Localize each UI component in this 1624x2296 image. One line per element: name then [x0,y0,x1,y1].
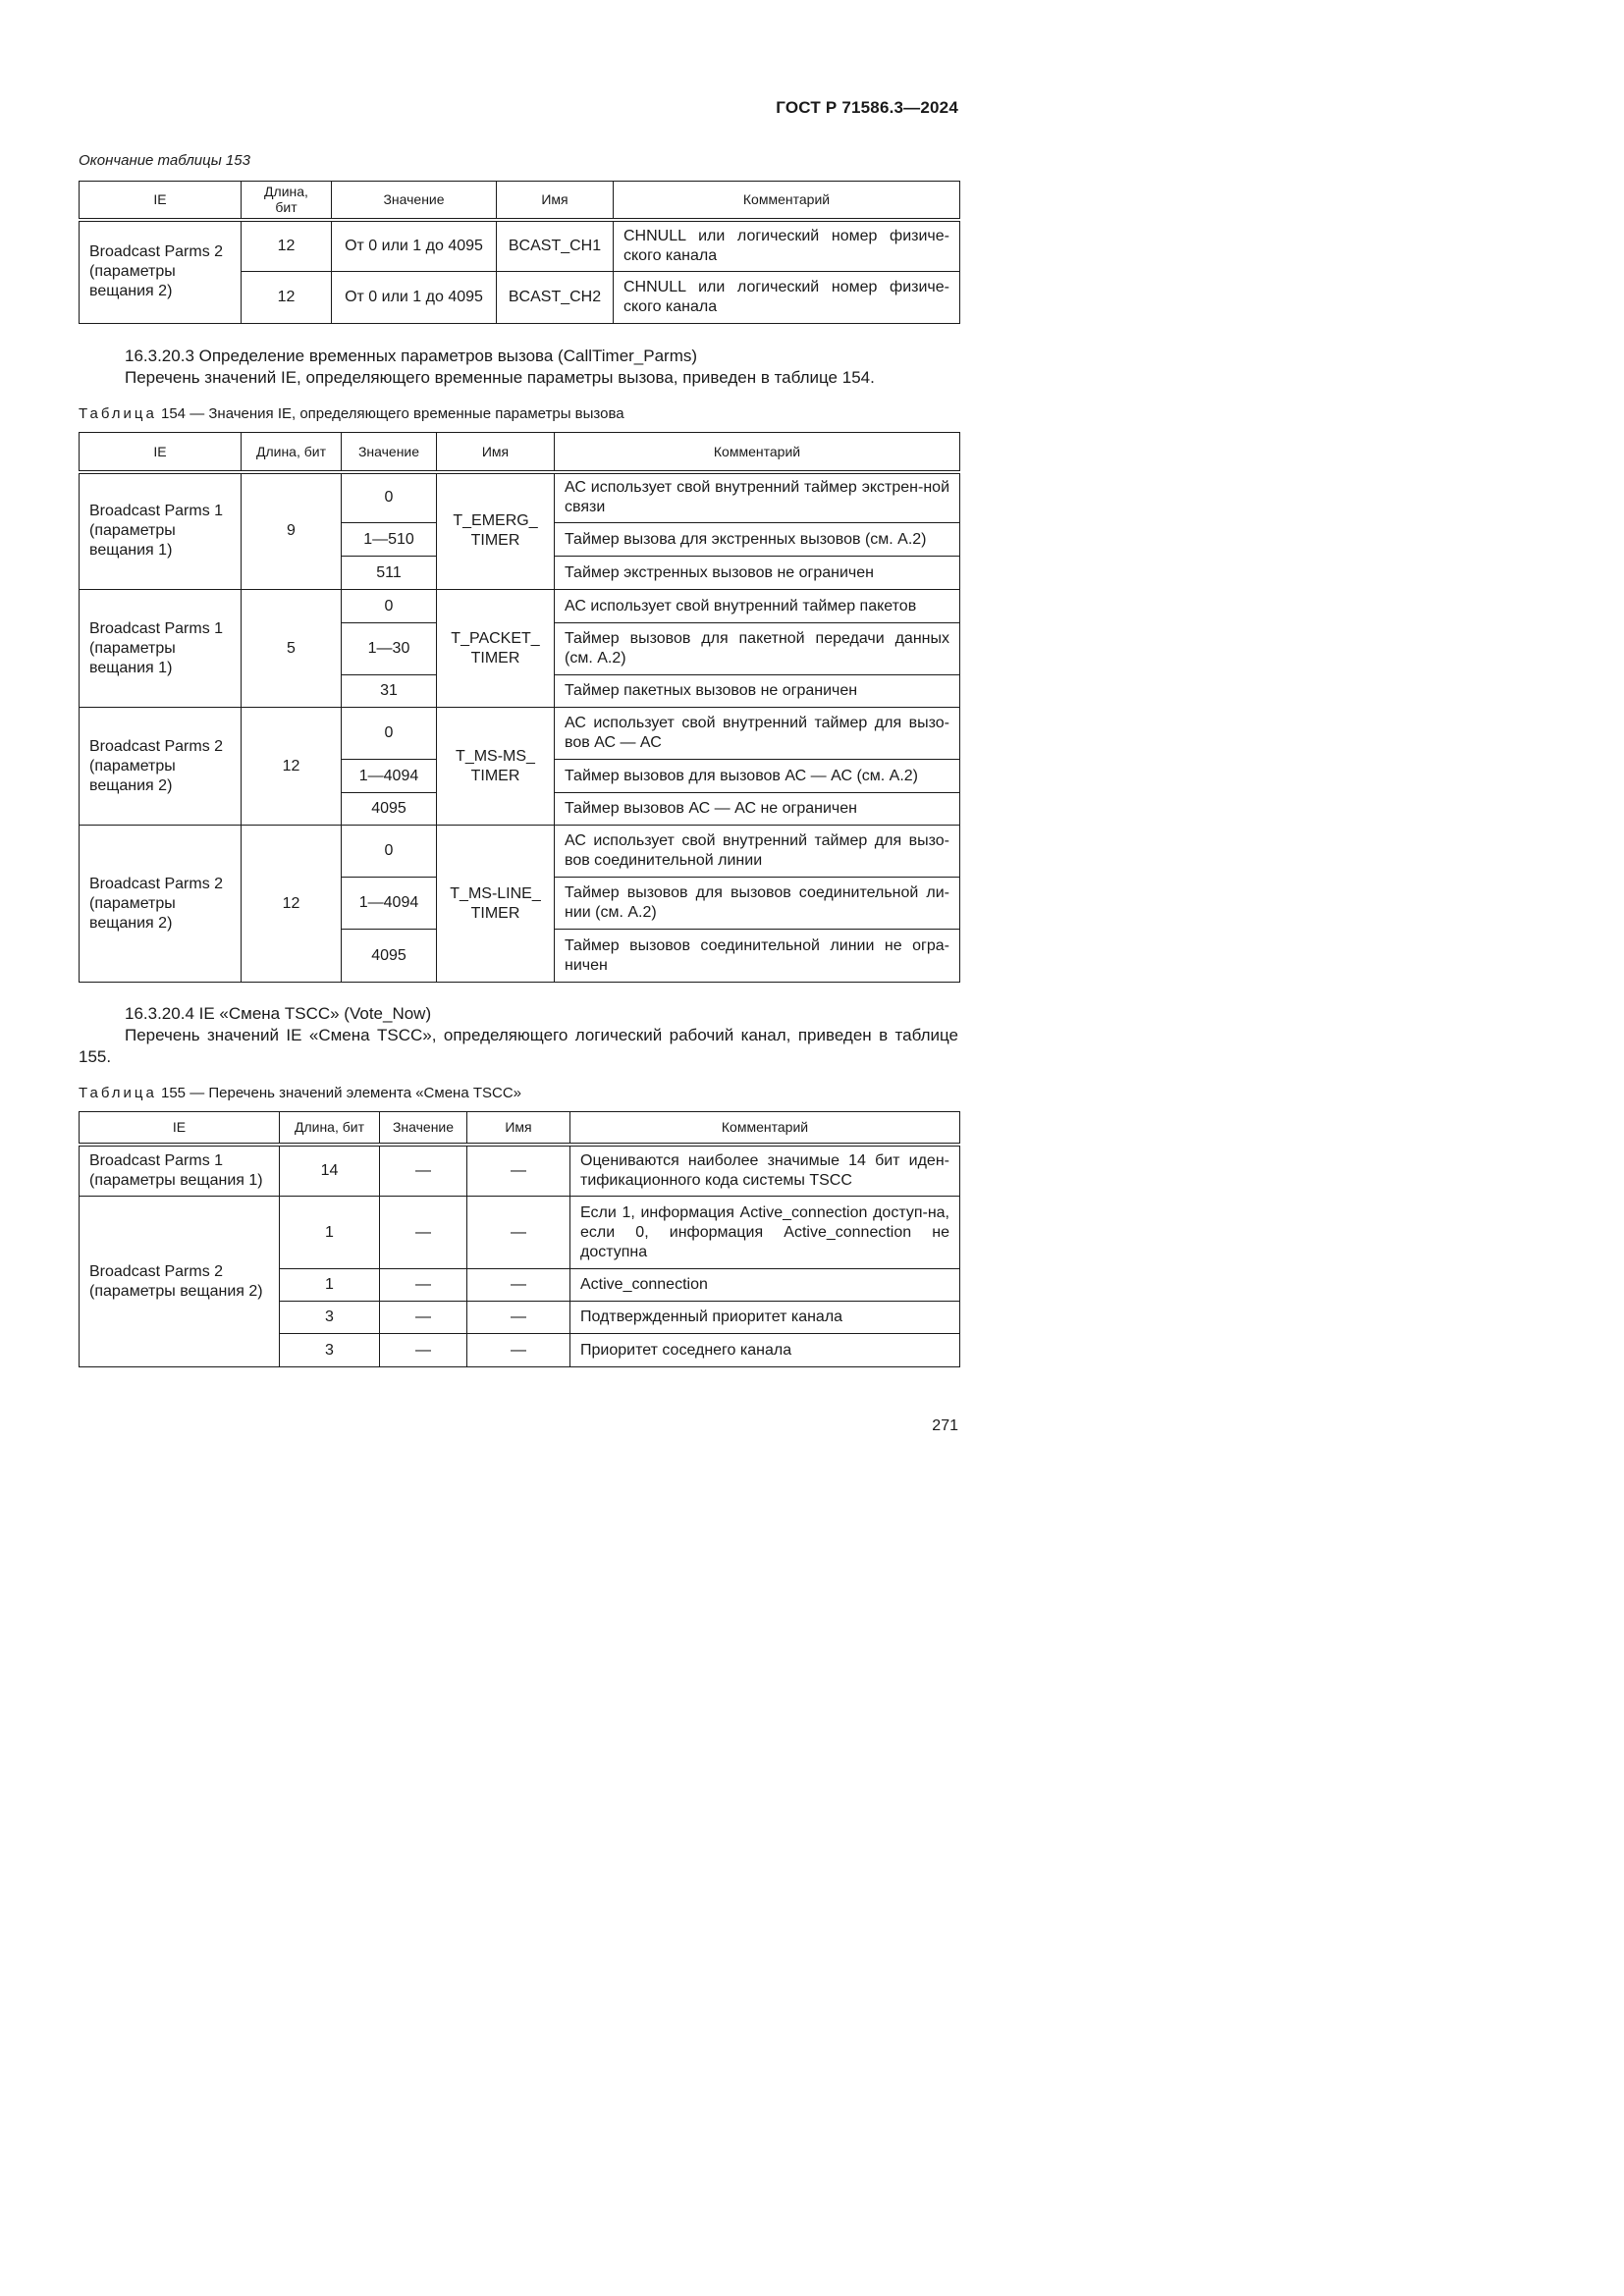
table-row [80,220,960,272]
value-cell: 4095 [342,930,437,983]
value-cell: 0 [342,708,437,760]
comment-cell: АС использует свой внутренний таймер пакетов [555,590,960,623]
caption-text: 155 — Перечень значений элемента «Смена TSCC» [161,1085,522,1101]
length-cell: 1 [280,1197,380,1269]
name-cell: — [467,1334,570,1367]
section-16-3-20-3 [79,346,958,389]
section-heading: 16.3.20.3 Определение временных параметров вызова (CallTimer_Parms) [125,347,698,365]
column-header: Значение [332,182,497,220]
column-header: Длина, бит [242,433,342,472]
table-155-caption [79,1085,521,1101]
length-cell: 1 [280,1269,380,1302]
value-cell: 1—4094 [342,878,437,930]
section-heading: 16.3.20.4 IE «Смена TSCC» (Vote_Now) [125,1004,432,1023]
column-header: IE [80,1112,280,1145]
table-row [80,1145,960,1197]
column-header: Имя [467,1112,570,1145]
comment-cell: Подтвержденный приоритет канала [570,1302,960,1334]
value-cell: 1—510 [342,523,437,557]
page-number: 271 [932,1417,958,1434]
section-text: Перечень значений IE, определяющего временные параметры вызова, приведен в таблице 154. [125,368,875,387]
value-cell: 4095 [342,793,437,826]
length-cell: 12 [242,826,342,983]
comment-cell: Приоритет соседнего канала [570,1334,960,1367]
table-row [80,826,960,878]
ie-cell: Broadcast Parms 2 (параметры вещания 2) [80,1197,280,1367]
caption-label: Таблица [79,405,157,422]
table-row [80,708,960,760]
comment-cell: Таймер вызовов соединительной линии не огра-ничен [555,930,960,983]
length-cell: 12 [242,272,332,324]
column-header: Комментарий [614,182,960,220]
table-153 [79,181,960,324]
value-cell: 0 [342,590,437,623]
name-cell: — [467,1302,570,1334]
caption-label: Таблица [79,1085,157,1101]
comment-cell: АС использует свой внутренний таймер для вызо-вов соединительной линии [555,826,960,878]
length-cell: 3 [280,1302,380,1334]
column-header: IE [80,182,242,220]
comment-cell: Таймер вызова для экстренных вызовов (см. А.2) [555,523,960,557]
column-header: Имя [437,433,555,472]
length-cell: 12 [242,220,332,272]
value-cell: — [380,1269,467,1302]
comment-cell: Active_connection [570,1269,960,1302]
name-cell: T_MS-LINE_ TIMER [437,826,555,983]
section-text: Перечень значений IE «Смена TSCC», определяющего логический рабочий канал, приведен в таблице 155. [79,1026,958,1066]
table-153-continuation-title: Окончание таблицы 153 [79,152,250,169]
comment-cell: Таймер вызовов для вызовов соединительной ли-нии (см. А.2) [555,878,960,930]
comment-cell: Таймер вызовов для пакетной передачи данных (см. А.2) [555,623,960,675]
comment-cell: Таймер вызовов АС — АС не ограничен [555,793,960,826]
value-cell: 511 [342,557,437,590]
value-cell: 31 [342,675,437,708]
column-header: Длина, бит [280,1112,380,1145]
comment-cell: CHNULL или логический номер физиче-ского канала [614,272,960,324]
comment-cell: Оцениваются наиболее значимые 14 бит иден-тификационного кода системы TSCC [570,1145,960,1197]
length-cell: 3 [280,1334,380,1367]
comment-cell: АС использует свой внутренний таймер для вызо-вов АС — АС [555,708,960,760]
value-cell: — [380,1302,467,1334]
length-cell: 14 [280,1145,380,1197]
name-cell: T_EMERG_ TIMER [437,472,555,590]
comment-cell: Таймер вызовов для вызовов АС — АС (см. А.2) [555,760,960,793]
table-row [80,472,960,523]
ie-cell: Broadcast Parms 2 (параметры вещания 2) [80,708,242,826]
ie-cell: Broadcast Parms 1 (параметры вещания 1) [80,590,242,708]
column-header: Значение [380,1112,467,1145]
document-id: ГОСТ Р 71586.3—2024 [776,98,958,117]
name-cell: T_PACKET_ TIMER [437,590,555,708]
length-cell: 5 [242,590,342,708]
column-header: Длина, бит [242,182,332,220]
name-cell: — [467,1269,570,1302]
table-155 [79,1111,960,1367]
comment-cell: Таймер пакетных вызовов не ограничен [555,675,960,708]
table-row [80,590,960,623]
name-cell: T_MS-MS_ TIMER [437,708,555,826]
length-cell: 9 [242,472,342,590]
name-cell: — [467,1145,570,1197]
ie-cell: Broadcast Parms 1 (параметры вещания 1) [80,1145,280,1197]
comment-cell: АС использует свой внутренний таймер экстрен-ной связи [555,472,960,523]
value-cell: 0 [342,472,437,523]
table-row [80,1197,960,1269]
value-cell: — [380,1145,467,1197]
value-cell: 1—4094 [342,760,437,793]
table-154-caption [79,405,624,422]
value-cell: От 0 или 1 до 4095 [332,220,497,272]
comment-cell: Таймер экстренных вызовов не ограничен [555,557,960,590]
length-cell: 12 [242,708,342,826]
value-cell: 0 [342,826,437,878]
caption-text: 154 — Значения IE, определяющего временные параметры вызова [161,405,624,422]
value-cell: — [380,1197,467,1269]
column-header: IE [80,433,242,472]
ie-cell: Broadcast Parms 2 (параметры вещания 2) [80,220,242,324]
name-cell: BCAST_CH2 [497,272,614,324]
ie-cell: Broadcast Parms 2 (параметры вещания 2) [80,826,242,983]
value-cell: От 0 или 1 до 4095 [332,272,497,324]
ie-cell: Broadcast Parms 1 (параметры вещания 1) [80,472,242,590]
column-header: Значение [342,433,437,472]
table-154 [79,432,960,983]
column-header: Имя [497,182,614,220]
comment-cell: Если 1, информация Active_connection доступ-на, если 0, информация Active_connection не доступна [570,1197,960,1269]
section-16-3-20-4 [79,1003,958,1068]
value-cell: 1—30 [342,623,437,675]
comment-cell: CHNULL или логический номер физиче-ского канала [614,220,960,272]
column-header: Комментарий [555,433,960,472]
name-cell: — [467,1197,570,1269]
value-cell: — [380,1334,467,1367]
column-header: Комментарий [570,1112,960,1145]
name-cell: BCAST_CH1 [497,220,614,272]
